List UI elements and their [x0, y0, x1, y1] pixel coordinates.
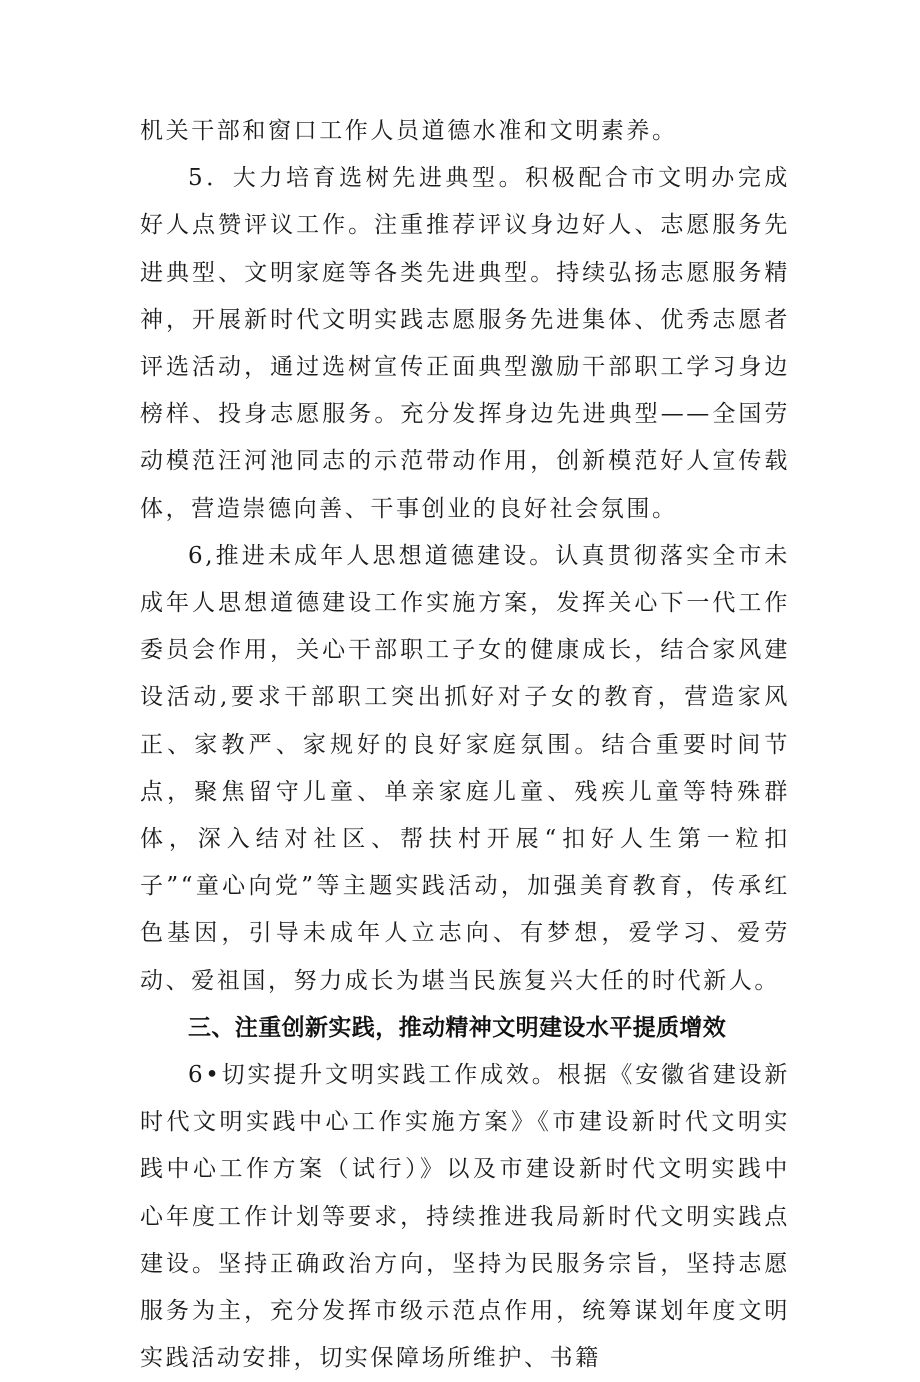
paragraph-item-5: 5．大力培育选树先进典型。积极配合市文明办完成好人点赞评议工作。注重推荐评议身边好人、志愿服务先进典型、文明家庭等各类先进典型。持续弘扬志愿服务精神，开展新时代文明实践志愿服务先进集体、优秀志愿者评选活动，通过选树宣传正面典型激励干部职工学习身边榜样、投身志愿服务。充分发挥身边先进典型——全国劳动模范汪河池同志的示范带动作用，创新模范好人宣传载体，营造崇德向善、干事创业的良好社会氛围。	[140, 165, 790, 522]
document-body	[140, 108, 790, 1382]
section-heading-3: 三、注重创新实践，推动精神文明建设水平提质增效	[188, 1014, 727, 1041]
paragraph-continuation: 机关干部和窗口工作人员道德水准和文明素养。	[140, 118, 678, 144]
paragraph-item-6: 6,推进未成年人思想道德建设。认真贯彻落实全市未成年人思想道德建设工作实施方案，发挥关心下一代工作委员会作用，关心干部职工子女的健康成长，结合家风建设活动,要求干部职工突出抓好对子女的教育，营造家风正、家教严、家规好的良好家庭氛围。结合重要时间节点，聚焦留守儿童、单亲家庭儿童、残疾儿童等特殊群体，深入结对社区、帮扶村开展“扣好人生第一粒扣子”“童心向党”等主题实践活动，加强美育教育，传承红色基因，引导未成年人立志向、有梦想，爱学习、爱劳动、爱祖国，努力成长为堪当民族复兴大任的时代新人。	[140, 542, 790, 994]
paragraph-item-6b: 6•切实提升文明实践工作成效。根据《安徽省建设新时代文明实践中心工作实施方案》《市建设新时代文明实践中心工作方案（试行）》以及市建设新时代文明实践中心年度工作计划等要求，持续推进我局新时代文明实践点建设。坚持正确政治方向，坚持为民服务宗旨，坚持志愿服务为主，充分发挥市级示范点作用，统筹谋划年度文明实践活动安排，切实保障场所维护、书籍	[140, 1062, 790, 1372]
